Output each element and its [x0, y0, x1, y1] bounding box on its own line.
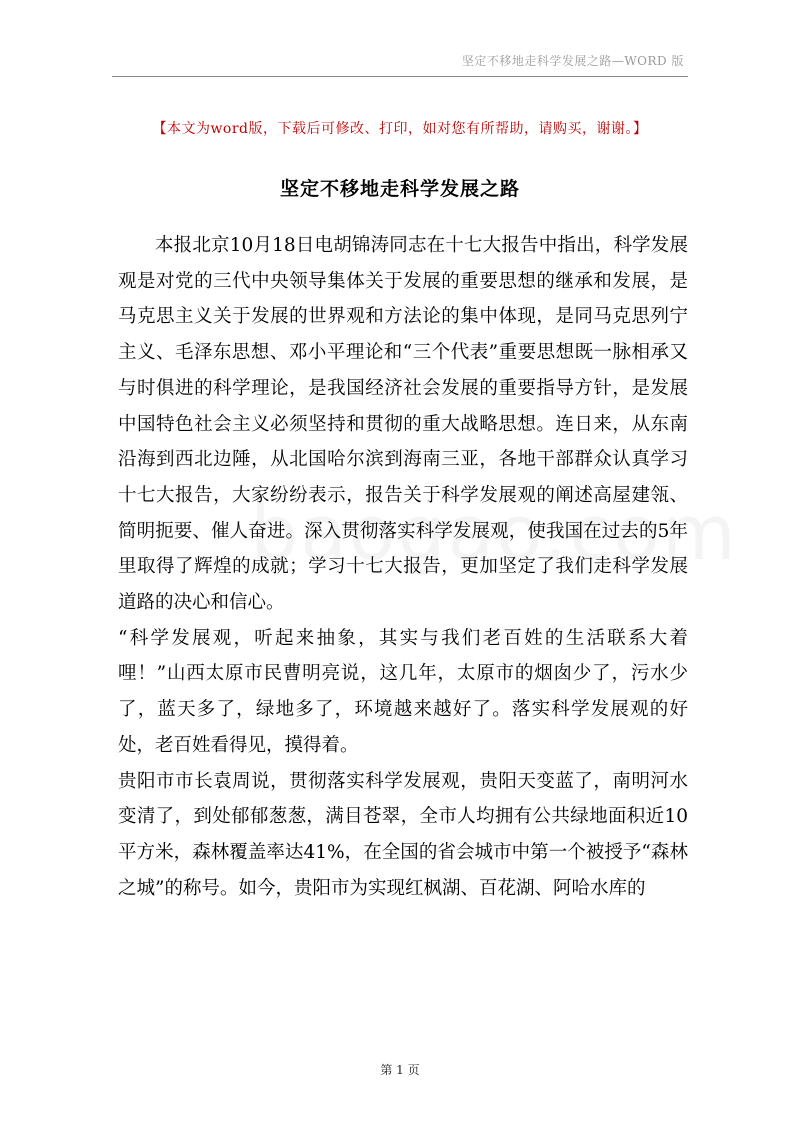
document-body [118, 228, 688, 906]
page-number: 第 1 页 [380, 1063, 420, 1077]
paragraph-1: 本报北京10月18日电胡锦涛同志在十七大报告中指出，科学发展观是对党的三代中央领导集体关于发展的重要思想的继承和发展，是马克思主义关于发展的世界观和方法论的集中体现，是同马克思列宁主义、毛泽东思想、邓小平理论和“三个代表”重要思想既一脉相承又与时俱进的科学理论，是我国经济社会发展的重要指导方针，是发展中国特色社会主义必须坚持和贯彻的重大战略思想。连日来，从东南沿海到西北边陲，从北国哈尔滨到海南三亚，各地干部群众认真学习十七大报告，大家纷纷表示，报告关于科学发展观的阐述高屋建瓴、简明扼要、催人奋进。深入贯彻落实科学发展观，使我国在过去的5年里取得了辉煌的成就；学习十七大报告，更加坚定了我们走科学发展道路的决心和信心。 [118, 235, 688, 614]
document-title: 坚定不移地走科学发展之路 [279, 178, 520, 200]
paragraph-3: 贵阳市市长袁周说，贯彻落实科学发展观，贵阳天变蓝了，南明河水变清了，到处郁郁葱葱，满目苍翠，全市人均拥有公共绿地面积近10平方米，森林覆盖率达41%，在全国的省会城市中第一个被授予“森林之城”的称号。如今，贵阳市为实现红枫湖、百花湖、阿哈水库的 [118, 770, 688, 899]
download-notice: 【本文为word版，下载后可修改、打印，如对您有所帮助，请购买，谢谢。】 [152, 121, 648, 137]
running-header: 坚定不移地走科学发展之路—WORD 版 [461, 54, 684, 68]
paragraph-2: “科学发展观，听起来抽象，其实与我们老百姓的生活联系大着哩！”山西太原市民曹明亮说，这几年，太原市的烟囱少了，污水少了，蓝天多了，绿地多了，环境越来越好了。落实科学发展观的好处，老百姓看得见，摸得着。 [118, 627, 688, 756]
header-divider [112, 76, 688, 77]
